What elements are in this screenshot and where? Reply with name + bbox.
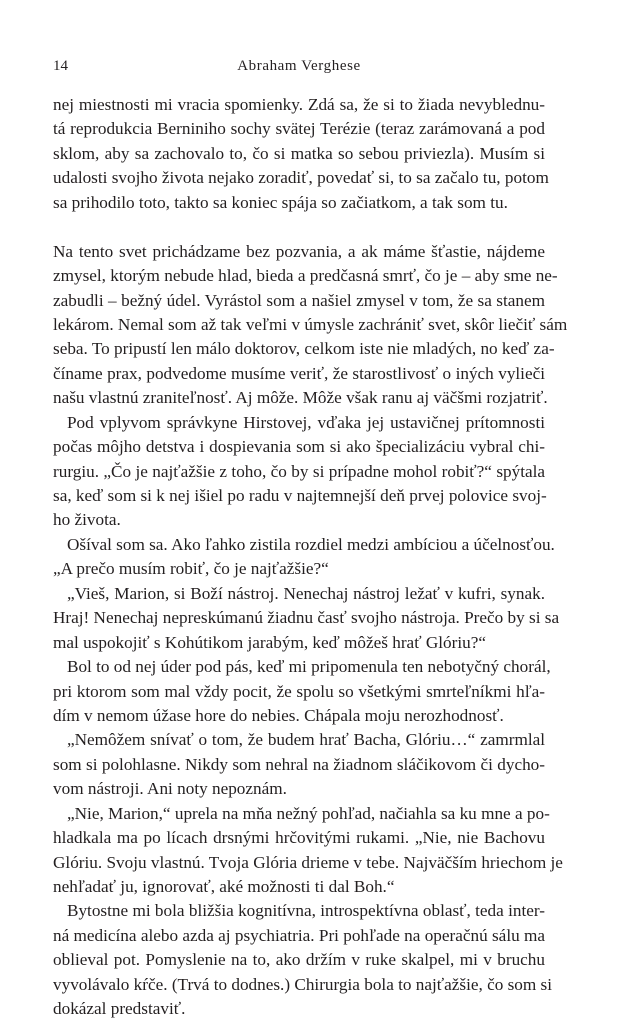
text-line: zabudli – bežný údel. Vyrástol som a našiel zmysel v tom, že sa stanem	[53, 290, 545, 310]
paragraph-gap	[53, 215, 545, 239]
text-line: mal uspokojiť s Kohútikom jarabým, keď môžeš hrať Glóriu?“	[53, 632, 486, 652]
text-line: vom nástroji. Ani noty nepoznám.	[53, 779, 287, 799]
text-line: rurgiu. „Čo je najťažšie z toho, čo by si prípadne mohol robiť?“ spýtala	[53, 461, 545, 481]
text-line: nej miestnosti mi vracia spomienky. Zdá sa, že si to žiada nevyblednu-	[53, 95, 545, 114]
text-line: sa prihodilo toto, takto sa koniec spája so začiatkom, a tak som tu.	[53, 192, 508, 212]
page-number: 14	[53, 58, 68, 74]
text-line: zmysel, ktorým nebude hlad, bieda a predčasná smrť, čo je – aby sme ne-	[53, 266, 558, 286]
text-line: lekárom. Nemal som až tak veľmi v úmysle zachrániť svet, skôr liečiť sám	[53, 314, 568, 334]
text-line: oblieval pot. Pomyslenie na to, ako držím v ruke skalpel, mi v bruchu	[53, 950, 545, 970]
text-line: sa, keď som si k nej išiel po radu v najtemnejší deň prvej polovice svoj-	[53, 486, 547, 505]
text-line: číname prax, podvedome musíme veriť, že starostlivosť o iných vylieči	[53, 363, 545, 383]
text-line: Bytostne mi bola bližšia kognitívna, introspektívna oblasť, teda inter-	[67, 901, 545, 921]
text-line: seba. To pripustí len málo doktorov, celkom iste nie mladých, no keď za-	[53, 339, 555, 359]
paragraph	[53, 411, 545, 533]
paragraph	[53, 899, 552, 1021]
text-line: tá reprodukcia Berniniho sochy svätej Terézie (teraz zarámovaná a pod	[53, 119, 545, 139]
text-line: počas môjho detstva i dospievania som si ako špecializáciu vybral chi-	[53, 437, 545, 457]
text-line: Na tento svet prichádzame bez pozvania, a ak máme šťastie, nájdeme	[53, 241, 545, 261]
text-line: „Nie, Marion,“ uprela na mňa nežný pohľad, načiahla sa ku mne a po-	[67, 803, 550, 823]
text-line: ho života.	[53, 510, 121, 530]
text-line: našu vlastnú zraniteľnosť. Aj môže. Môže však ranu aj väčšmi rozjatriť.	[53, 388, 548, 408]
running-head-author: Abraham Verghese	[237, 58, 361, 74]
text-line: „A prečo musím robiť, čo je najťažšie?“	[53, 559, 329, 579]
text-line: sklom, aby sa zachovalo to, čo si matka so sebou priviezla). Musím si	[53, 143, 545, 163]
text-line: dokázal predstaviť.	[53, 999, 186, 1019]
text-line: Bol to od nej úder pod pás, keď mi pripomenula ten nebotyčný chorál,	[67, 657, 551, 677]
text-line: Glóriu. Svoju vlastnú. Tvoja Glória drieme v tebe. Najväčším hriechom je	[53, 852, 563, 872]
text-line: „Vieš, Marion, si Boží nástroj. Nenechaj nástroj ležať v kufri, synak.	[67, 583, 545, 603]
paragraph	[53, 93, 549, 215]
text-line: Pod vplyvom správkyne Hirstovej, vďaka jej ustavičnej prítomnosti	[67, 412, 545, 432]
text-line: udalosti svojho života nejako zoradiť, povedať si, to sa začalo tu, potom	[53, 168, 549, 188]
body-text	[53, 93, 568, 1022]
text-line: som si polohlasne. Nikdy som nehral na žiadnom sláčikovom či dycho-	[53, 754, 545, 774]
paragraph	[53, 655, 551, 728]
running-head	[53, 55, 545, 77]
paragraph	[53, 802, 563, 900]
text-line: vyvolávalo kŕče. (Trvá to dodnes.) Chirurgia bola to najťažšie, čo som si	[53, 974, 552, 994]
text-line: ná medicína alebo azda aj psychiatria. Pri pohľade na operačnú sálu ma	[53, 925, 545, 945]
text-line: Hraj! Nenechaj nepreskúmanú žiadnu časť svojho nástroja. Prečo by si sa	[53, 608, 560, 628]
text-line: „Nemôžem snívať o tom, že budem hrať Bacha, Glóriu…“ zamrmlal	[67, 730, 545, 750]
paragraph	[53, 533, 555, 582]
paragraph	[53, 240, 568, 411]
text-line: dím v nemom úžase hore do nebies. Chápala moju nerozhodnosť.	[53, 705, 504, 725]
text-line: Ošíval som sa. Ako ľahko zistila rozdiel medzi ambíciou a účelnosťou.	[67, 534, 555, 554]
text-line: hladkala ma po lícach drsnými hrčovitými rukami. „Nie, nie Bachovu	[53, 828, 545, 848]
paragraph	[53, 582, 560, 655]
paragraph	[53, 728, 545, 801]
text-line: nehľadať ju, ignorovať, aké možnosti ti dal Boh.“	[53, 877, 395, 896]
text-line: pri ktorom som mal vždy pocit, že spolu so všetkými smrteľníkmi hľa-	[53, 681, 545, 701]
